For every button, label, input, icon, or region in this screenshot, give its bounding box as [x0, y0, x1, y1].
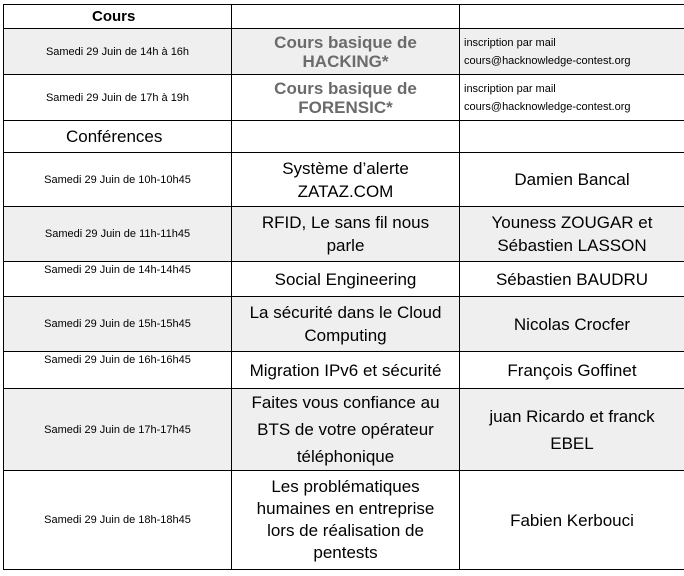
conference-title — [232, 153, 460, 207]
cours-header-row — [4, 5, 684, 29]
conference-title — [232, 297, 460, 352]
course-date: Samedi 29 Juin de 14h à 16h — [4, 29, 232, 75]
speaker-line: Damien Bancal — [514, 170, 630, 189]
title-line: ZATAZ.COM — [297, 181, 394, 201]
course-title-line: Cours basique de — [274, 32, 417, 52]
title-line: Les problématiques — [271, 477, 420, 496]
speaker-line: Sébastien LASSON — [497, 236, 647, 255]
conference-row — [4, 352, 684, 389]
course-title — [232, 29, 460, 75]
registration-email[interactable]: cours@hacknowledge-contest.org — [464, 54, 631, 67]
speaker-line: Fabien Kerbouci — [510, 510, 634, 530]
conference-title — [232, 389, 460, 471]
conference-speaker — [460, 153, 684, 207]
speaker-line: Youness ZOUGAR et — [491, 213, 653, 232]
course-title-line: FORENSIC* — [298, 97, 393, 117]
title-line: Système d’alerte — [282, 158, 409, 178]
title-line: Faites vous confiance au — [251, 393, 440, 412]
conference-title — [232, 352, 460, 389]
title-line: Social Engineering — [274, 269, 417, 289]
registration-email[interactable]: cours@hacknowledge-contest.org — [464, 100, 631, 113]
registration-label: inscription par mail — [464, 36, 556, 49]
course-row — [4, 29, 684, 75]
title-line: humaines en entreprise — [256, 499, 435, 518]
title-line: téléphonique — [296, 447, 395, 466]
title-line: parle — [326, 236, 365, 255]
conference-title — [232, 262, 460, 297]
conference-row — [4, 297, 684, 352]
conference-row — [4, 389, 684, 471]
title-line: Computing — [304, 326, 387, 345]
registration-label: inscription par mail — [464, 82, 556, 95]
conference-title — [232, 207, 460, 262]
conference-speaker — [460, 352, 684, 389]
conference-date: Samedi 29 Juin de 14h-14h45 — [4, 262, 232, 297]
title-line: La sécurité dans le Cloud — [249, 303, 442, 322]
conference-date: Samedi 29 Juin de 17h-17h45 — [4, 389, 232, 471]
speaker-line: juan Ricardo et franck — [489, 406, 655, 426]
speaker-line: EBEL — [550, 433, 594, 453]
course-date: Samedi 29 Juin de 17h à 19h — [4, 75, 232, 121]
conference-speaker — [460, 262, 684, 297]
course-title-line: Cours basique de — [274, 78, 417, 98]
conference-speaker — [460, 297, 684, 352]
conference-date: Samedi 29 Juin de 16h-16h45 — [4, 352, 232, 389]
schedule-table — [3, 4, 684, 570]
title-line: RFID, Le sans fil nous — [261, 213, 430, 232]
conference-date: Samedi 29 Juin de 15h-15h45 — [4, 297, 232, 352]
conferences-section-title: Conférences — [4, 121, 232, 153]
conference-row — [4, 262, 684, 297]
title-line: lors de réalisation de — [267, 521, 424, 540]
course-registration — [460, 75, 684, 121]
conference-title — [232, 471, 460, 570]
conference-row — [4, 153, 684, 207]
title-line: Migration IPv6 et sécurité — [249, 360, 442, 380]
title-line: BTS de votre opérateur — [257, 420, 434, 439]
empty-cell — [232, 121, 460, 153]
speaker-line: Nicolas Crocfer — [513, 314, 631, 334]
course-registration — [460, 29, 684, 75]
title-line: pentests — [313, 543, 378, 562]
course-title-line: HACKING* — [302, 51, 389, 71]
conference-row — [4, 471, 684, 570]
empty-cell — [232, 5, 460, 29]
conference-row — [4, 207, 684, 262]
empty-cell — [460, 5, 684, 29]
conference-speaker — [460, 471, 684, 570]
course-title — [232, 75, 460, 121]
conferences-header-row — [4, 121, 684, 153]
course-row — [4, 75, 684, 121]
speaker-line: François Goffinet — [507, 360, 637, 380]
conference-date: Samedi 29 Juin de 10h-10h45 — [4, 153, 232, 207]
conference-speaker — [460, 389, 684, 471]
conference-date: Samedi 29 Juin de 11h-11h45 — [4, 207, 232, 262]
speaker-line: Sébastien BAUDRU — [495, 269, 649, 289]
empty-cell — [460, 121, 684, 153]
cours-section-title: Cours — [4, 5, 232, 29]
conference-date: Samedi 29 Juin de 18h-18h45 — [4, 471, 232, 570]
conference-speaker — [460, 207, 684, 262]
